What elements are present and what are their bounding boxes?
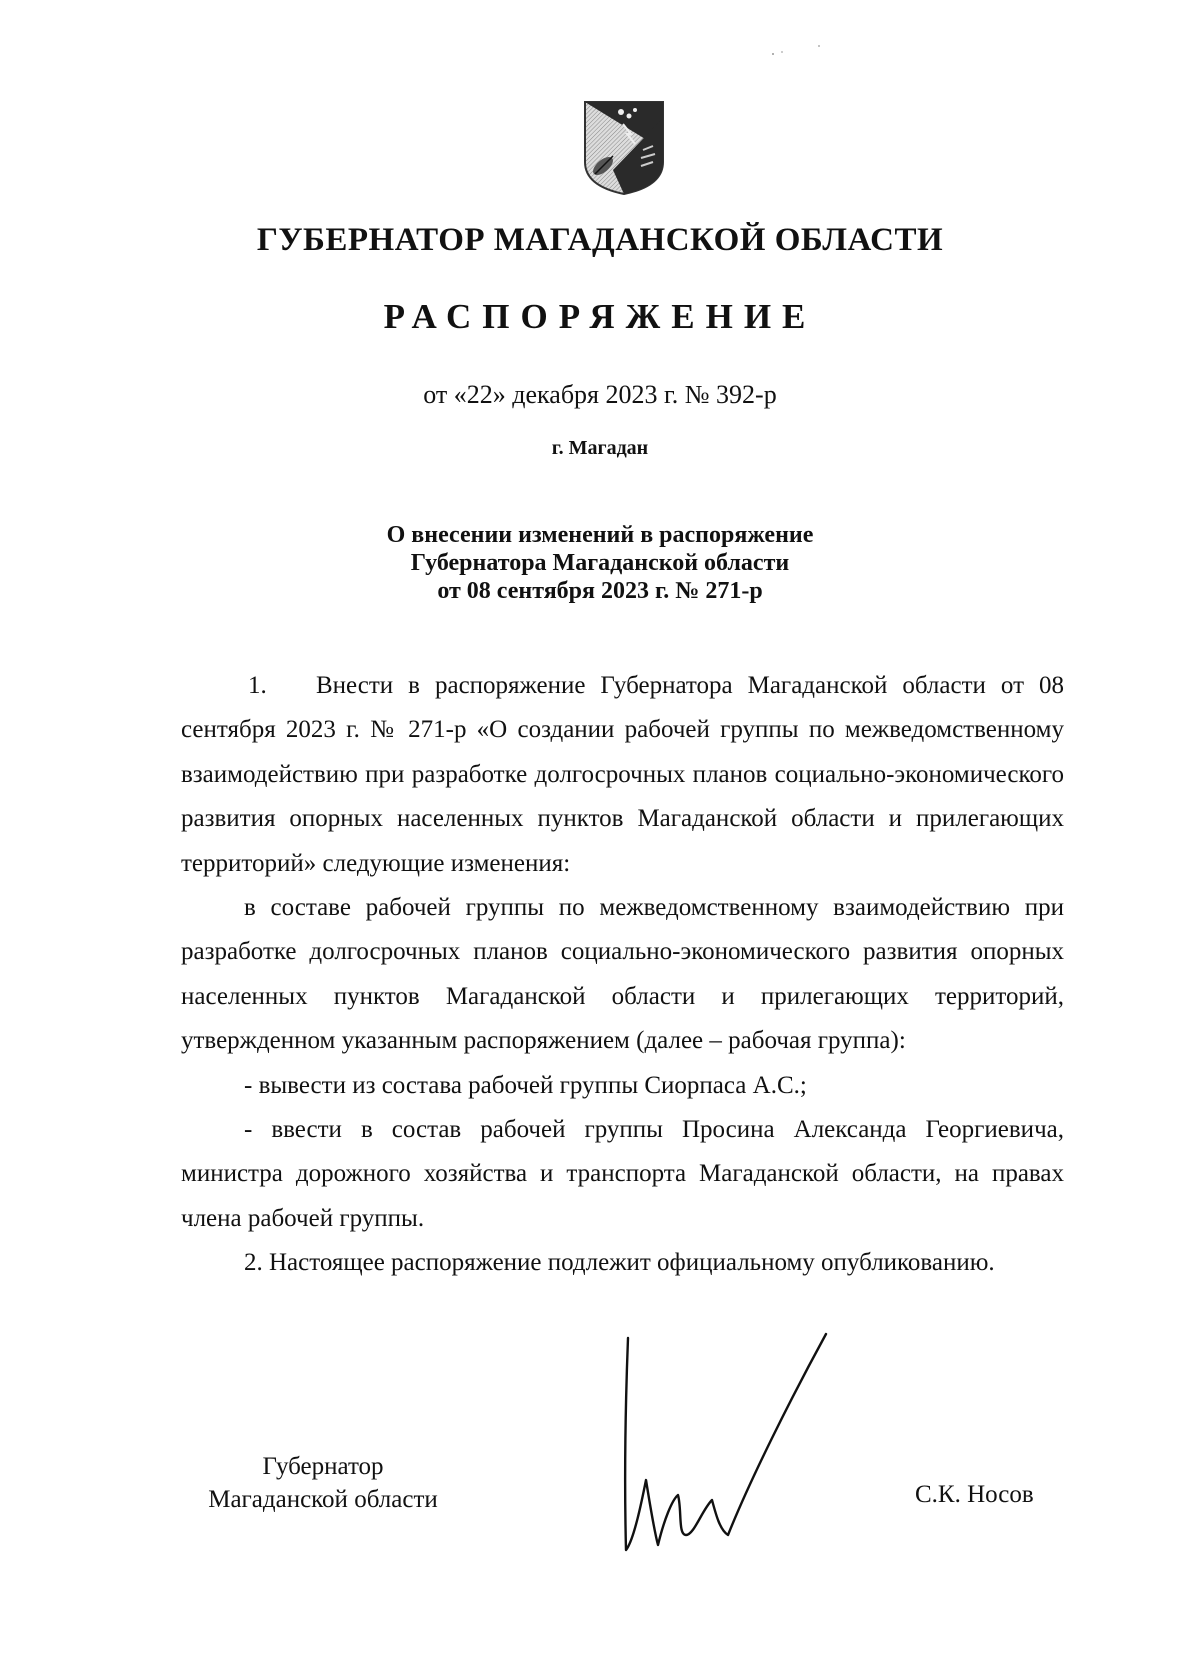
signature-icon xyxy=(620,1330,850,1560)
paragraph-3: - вывести из состава рабочей группы Сиорпаса А.С.; xyxy=(244,1071,807,1099)
issuer-title: ГУБЕРНАТОР МАГАДАНСКОЙ ОБЛАСТИ xyxy=(256,222,944,258)
scan-specks xyxy=(770,40,870,70)
date-and-number: от «22» декабря 2023 г. № 392-р xyxy=(423,380,777,409)
signatory-position xyxy=(183,1450,463,1516)
paragraph-2: в составе рабочей группы по межведомственному взаимодействию при разработке долгосрочных планов социально-экономического развития опорных населенных пунктов Магаданской области и прилегающих территорий, утвержденном указанным распоряжением (далее – рабочая группа): xyxy=(181,894,1064,1055)
subject-line-3: от 08 сентября 2023 г. № 271-р xyxy=(437,578,763,604)
paragraph-5: 2. Настоящее распоряжение подлежит официальному опубликованию. xyxy=(244,1249,995,1277)
signatory-position-line-2: Магаданской области xyxy=(208,1486,438,1513)
subject-heading xyxy=(0,521,1200,605)
document-type: РАСПОРЯЖЕНИЕ xyxy=(383,297,817,336)
coat-of-arms-icon xyxy=(583,100,665,196)
subject-line-1: О внесении изменений в распоряжение xyxy=(386,522,814,548)
subject-line-2: Губернатора Магаданской области xyxy=(410,550,790,576)
signatory-position-line-1: Губернатор xyxy=(262,1453,384,1480)
signatory-name: С.К. Носов xyxy=(915,1481,1034,1508)
city: г. Магадан xyxy=(551,437,649,459)
item-number: 1. xyxy=(248,672,267,699)
document-body xyxy=(181,664,1064,1286)
paragraph-1 xyxy=(181,664,1064,886)
paragraph-4: - ввести в состав рабочей группы Просина Александа Георгиевича, министра дорожного хозяйства и транспорта Магаданской области, на правах члена рабочей группы. xyxy=(181,1116,1064,1232)
paragraph-1-text: Внести в распоряжение Губернатора Магаданской области от 08 сентября 2023 г. № 271-р «О создании рабочей группы по межведомственному взаимодействию при разработке долгосрочных планов социально-экономического развития опорных населенных пунктов Магаданской области и прилегающих территорий» следующие изменения: xyxy=(181,672,1064,877)
